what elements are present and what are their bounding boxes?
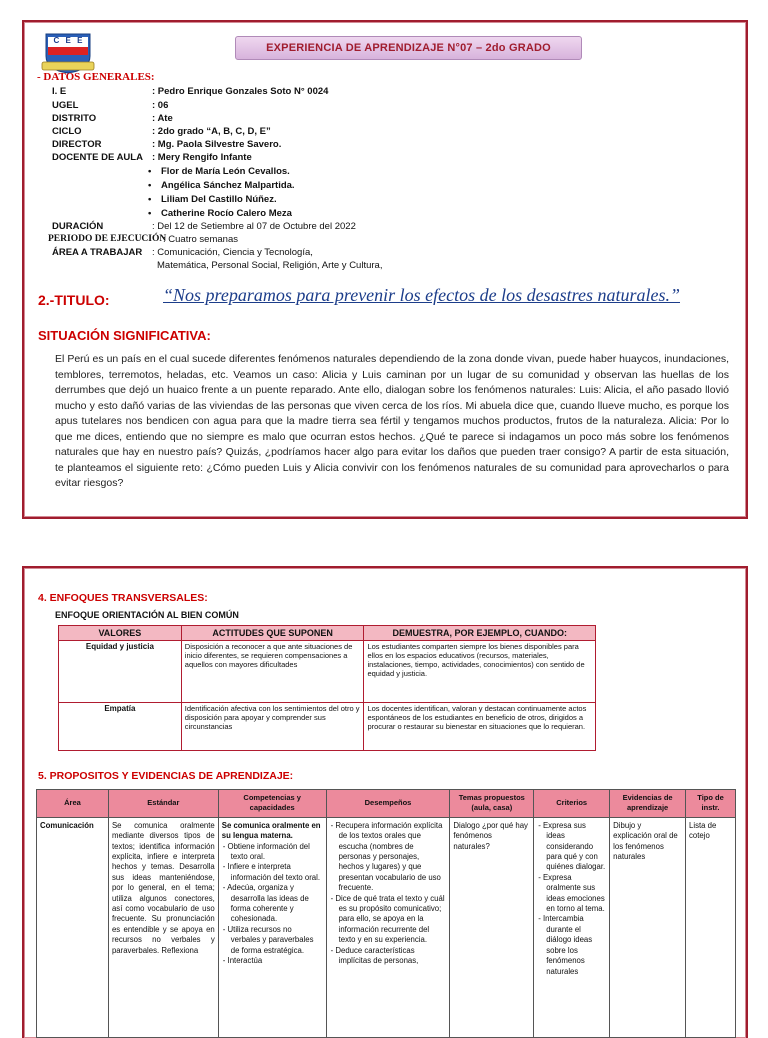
propositos-title: 5. PROPOSITOS Y EVIDENCIAS DE APRENDIZAJE: <box>38 770 294 782</box>
titulo-value: “Nos preparamos para prevenir los efectos de los desastres naturales.” <box>163 285 680 305</box>
list-item: - Expresa sus ideas considerando para qué y con quiénes dialogar. <box>546 821 606 873</box>
propositos-table <box>36 789 736 1038</box>
teacher-item: • Flor de María León Cevallos. <box>161 166 290 177</box>
datos-label: PERIODO DE EJECUCIÓN <box>48 234 167 244</box>
datos-label: I. E <box>52 86 67 97</box>
datos-value: : Del 12 de Setiembre al 07 de Octubre del 2022 <box>152 221 356 232</box>
titulo-label: 2.-TITULO: <box>38 292 110 308</box>
evidencias-cell: Dibujo y explicación oral de los fenómenos naturales <box>610 817 686 1037</box>
datos-label: DISTRITO <box>52 113 97 124</box>
list-item: - Adecúa, organiza y desarrolla las ideas de forma coherente y cohesionada. <box>231 883 323 925</box>
column-header: ACTITUDES QUE SUPONEN <box>181 626 364 641</box>
enfoque-subtitle: ENFOQUE ORIENTACIÓN AL BIEN COMÚN <box>55 610 239 620</box>
datos-generales-title: - DATOS GENERALES: <box>37 71 155 83</box>
experience-banner: EXPERIENCIA DE APRENDIZAJE N°07 – 2do GRADO <box>235 36 582 60</box>
column-header: Estándar <box>108 790 218 818</box>
table-row <box>37 817 736 1037</box>
column-header: Área <box>37 790 109 818</box>
criterios-list <box>537 821 606 977</box>
valor-cell: Equidad y justicia <box>59 641 182 703</box>
column-header: Tipo de instr. <box>686 790 736 818</box>
column-header: Criterios <box>534 790 610 818</box>
table-row <box>59 641 596 703</box>
datos-value: : Mg. Paola Silvestre Savero. <box>152 139 282 150</box>
actitud-cell: Disposición a reconocer a que ante situaciones de inicio diferentes, se requieren compensaciones a aquellos con mayores dificultades <box>181 641 364 703</box>
competencias-cell <box>218 817 326 1037</box>
column-header: Competencias y capacidades <box>218 790 326 818</box>
list-item: - Deduce características implícitas de personas, <box>339 946 447 967</box>
datos-label: UGEL <box>52 100 79 111</box>
column-header: Temas propuestos (aula, casa) <box>450 790 534 818</box>
area-cell: Comunicación <box>37 817 109 1037</box>
datos-value: : Cuatro semanas <box>163 234 238 245</box>
datos-label: DURACIÓN <box>52 221 104 232</box>
valor-cell: Empatía <box>59 703 182 751</box>
ejemplo-cell: Los docentes identifican, valoran y destacan continuamente actos espontáneos de los estudiantes en beneficio de otros, dirigidos a procurar o restaurar su bienestar en situaciones que lo requieran. <box>364 703 596 751</box>
criterios-cell <box>534 817 610 1037</box>
list-item: - Infiere e interpreta información del texto oral. <box>231 862 323 883</box>
table-header-row <box>59 626 596 641</box>
situacion-text: El Perú es un país en el cual sucede diferentes fenómenos naturales dependiendo de la zona donde vivan, puede haber huaycos, inundaciones, temblores, terremotos, heladas, etc. Veamos un caso: Alicia y Luis caminan por un lugar de su comunidad y observan las huellas de los derrumbes que dejó un huaico frente a un puente reparado. Ante ello, dialogan sobre los fenómenos naturales: Luis: Alicia, el año pasado llovió mucho y esto dañó varias de las viviendas de las personas que viven cerca de los ríos. Mi abuela dice que, cuando llueve mucho, es porque los apus tutelares nos bendicen con agua para que la madre tierra sea fértil y tengamos muchos productos, frutos de la naturaleza. Alicia: Por lo que me dices, entiendo que no siempre es malo que ocurran estos hechos. ¿Qué te parece si indagamos un poco más sobre los fenómenos naturales que hay en nuestro país? Quizás, ¿podríamos hacer algo para evitar los daños que pueden traer consigo? A partir de esta situación, te planteamos el siguiente reto: ¿Cómo pueden Luis y Alicia convivir con los fenómenos naturales de su comunidad para aprovecharlos o para evitar riesgos? <box>55 353 729 489</box>
actitud-cell: Identificación afectiva con los sentimientos del otro y disposición para apoyar y comprender sus circunstancias <box>181 703 364 751</box>
enfoques-title: 4. ENFOQUES TRANSVERSALES: <box>38 592 208 604</box>
datos-value: : 06 <box>152 100 169 111</box>
list-item: - Obtiene información del texto oral. <box>231 842 323 863</box>
datos-label: ÁREA A TRABAJAR <box>52 247 143 258</box>
column-header: Evidencias de aprendizaje <box>610 790 686 818</box>
table-header-row <box>37 790 736 818</box>
temas-cell: Dialogo ¿por qué hay fenómenos naturales? <box>450 817 534 1037</box>
datos-value: : Ate <box>152 113 173 124</box>
datos-value: : Mery Rengifo Infante <box>152 152 252 163</box>
list-item: - Utiliza recursos no verbales y paraverbales de forma estratégica. <box>231 925 323 956</box>
table-row <box>59 703 596 751</box>
list-item: - Intercambia durante el diálogo ideas sobre los fenómenos naturales <box>546 914 606 976</box>
datos-label: DIRECTOR <box>52 139 102 150</box>
situacion-label: SITUACIÓN SIGNIFICATIVA: <box>38 328 211 343</box>
logo-text: C E E <box>53 36 85 45</box>
competencia-title: Se comunica oralmente en su lengua materna. <box>221 820 321 841</box>
column-header: DEMUESTRA, POR EJEMPLO, CUANDO: <box>364 626 596 641</box>
datos-label: DOCENTE DE AULA <box>52 152 143 163</box>
teacher-item: • Liliam Del Castillo Núñez. <box>161 194 277 205</box>
list-item: - Dice de qué trata el texto y cuál es su propósito comunicativo; para ello, se apoya en la información recurrente del texto y en su experiencia. <box>339 894 447 946</box>
desempenos-cell <box>326 817 450 1037</box>
teacher-item: • Angélica Sánchez Malpartida. <box>161 180 295 191</box>
estandar-cell: Se comunica oralmente mediante diversos tipos de textos; identifica información explícita, infiere e interpreta hechos y temas. Desarrolla sus ideas manteniéndose, por lo general, en el tema; utiliza algunos conectores, así como vocabulario de uso frecuente. Su pronunciación es entendible y se apoya en recursos no verbales y paraverbales. Reflexiona <box>108 817 218 1037</box>
datos-value: : Pedro Enrique Gonzales Soto N° 0024 <box>152 86 329 97</box>
datos-value: : Comunicación, Ciencia y Tecnología, <box>152 247 313 258</box>
datos-label: CICLO <box>52 126 82 137</box>
desempenos-list <box>330 821 447 967</box>
column-header: VALORES <box>59 626 182 641</box>
instrumento-cell: Lista de cotejo <box>686 817 736 1037</box>
teacher-item: • Catherine Rocío Calero Meza <box>161 208 292 219</box>
capacidades-list <box>222 842 323 967</box>
list-item: - Interactúa <box>231 956 323 966</box>
list-item: - Recupera información explícita de los textos orales que escucha (nombres de personas y personajes, hechos y lugares) y que presentan vocabulario de uso frecuente. <box>339 821 447 894</box>
column-header: Desempeños <box>326 790 450 818</box>
datos-area-continuation: Matemática, Personal Social, Religión, Arte y Cultura, <box>157 260 383 271</box>
list-item: - Expresa oralmente sus ideas emociones en torno al tema. <box>546 873 606 915</box>
enfoques-table <box>58 625 596 751</box>
ejemplo-cell: Los estudiantes comparten siempre los bienes disponibles para ellos en los espacios educativos (recursos, materiales, instalaciones, tiempo, actividades, conocimientos) con sentido de equidad y justicia. <box>364 641 596 703</box>
datos-value: : 2do grado “A, B, C, D, E” <box>152 126 271 137</box>
